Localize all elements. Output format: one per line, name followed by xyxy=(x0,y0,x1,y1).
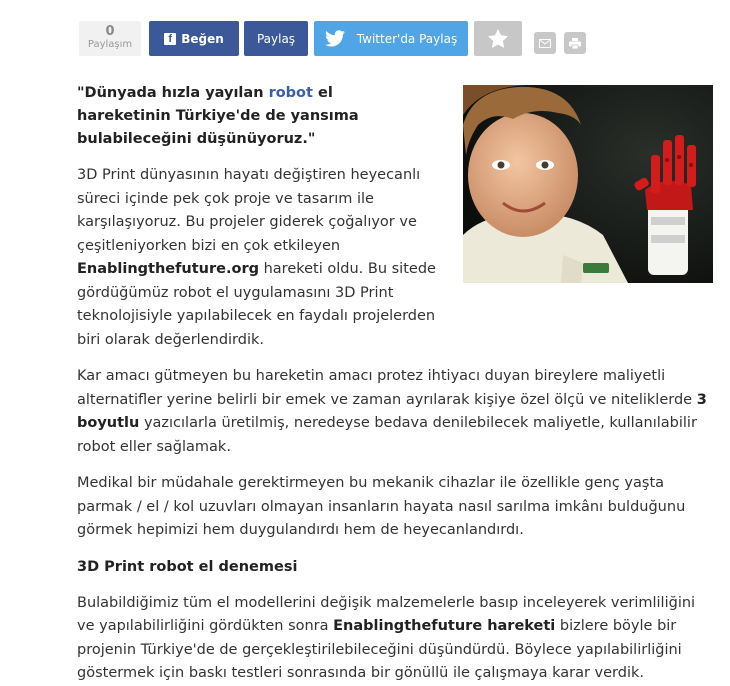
mail-icon xyxy=(539,39,551,48)
paragraph-2 xyxy=(77,365,709,459)
boy-robot-hand-image xyxy=(463,85,713,283)
paragraph-4-text-b: bizlere böyle bir projenin Türkiye'de de gerçekleştirilebileceğini düşündürdü. Böylece yapılabilirliğini göstermek için baskı testleri sonrasında bir gönüllü ile çalışmaya karar verdik. xyxy=(77,618,682,681)
article-quote xyxy=(77,82,417,151)
article-photo xyxy=(463,85,713,283)
print-button[interactable] xyxy=(564,32,586,54)
share-bar xyxy=(0,0,730,70)
mail-button[interactable] xyxy=(534,32,556,54)
section-heading: 3D Print robot el denemesi xyxy=(77,558,298,575)
paragraph-2-bold: 3 boyutlu xyxy=(77,391,707,431)
favorite-button[interactable] xyxy=(474,21,522,56)
print-icon xyxy=(569,38,581,49)
paragraph-3: Medikal bir müdahale gerektirmeyen bu mekanik cihazlar ile özellikle genç yaşta parmak / el / kol uzuvları olmayan insanların hayata nasıl sarılma imkânı bulduğunu görmek hepimizi hem duygulandırdı hem de heyecanlandırdı. xyxy=(77,475,686,538)
paragraph-1-text-a: 3D Print dünyasının hayatı değiştiren heyecanlı süreci içinde pek çok proje ve tasarım ile karşılaşıyoruz. Bu projeler giderek çoğalıyor ve çeşitleniyorken bizi en çok etkileyen xyxy=(77,167,421,254)
share-count-label: Paylaşım xyxy=(87,39,133,50)
twitter-share-button[interactable] xyxy=(314,21,468,56)
facebook-icon: f xyxy=(164,33,176,45)
quote-text-start: "Dünyada hızla yayılan xyxy=(77,85,269,101)
paragraph-1-text-b: hareketi oldu. Bu sitede gördüğümüz robot el uygulamasını 3D Print teknolojisiyle yapılabilecek en faydalı projelerden biri olarak değerlendirdik. xyxy=(77,261,436,348)
paragraph-1-bold: Enablingthefuture.org xyxy=(77,261,259,277)
article-body xyxy=(77,82,709,686)
paragraph-4 xyxy=(77,592,709,686)
robot-tag-link[interactable]: robot xyxy=(268,85,313,101)
twitter-bird-icon xyxy=(325,30,345,47)
quote-text-end: el hareketinin Türkiye'de de yansıma bulabileceğini düşünüyoruz." xyxy=(77,85,359,147)
star-icon xyxy=(488,29,508,48)
share-count-box xyxy=(79,21,141,56)
paragraph-2-text-a: Kar amacı gütmeyen bu hareketin amacı protez ihtiyacı duyan bireylere maliyetli alternatifler yerine belirli bir emek ve zaman ayrılarak kişiye özel ölçü ve niteliklerde xyxy=(77,368,697,408)
twitter-share-label: Twitter'da Paylaş xyxy=(356,31,458,46)
paragraph-2-text-b: yazıcılarla üretilmiş, neredeyse bedava denilebilecek maliyetle, kullanılabilir robot eller sağlamak. xyxy=(77,415,697,455)
share-count: 0 xyxy=(105,24,115,39)
facebook-like-button[interactable] xyxy=(149,21,239,56)
facebook-like-label: Beğen xyxy=(181,31,224,46)
paragraph-4-text-a: Bulabildiğimiz tüm el modellerini değişik malzemelerle basıp inceleyerek verimliliğini ve yapılabilirliğini gördükten sonra xyxy=(77,594,696,634)
paragraph-1 xyxy=(77,164,447,352)
facebook-share-button[interactable] xyxy=(244,21,308,56)
paragraph-4-bold: Enablingthefuture hareketi xyxy=(333,618,556,634)
facebook-share-label: Paylaş xyxy=(256,31,296,46)
